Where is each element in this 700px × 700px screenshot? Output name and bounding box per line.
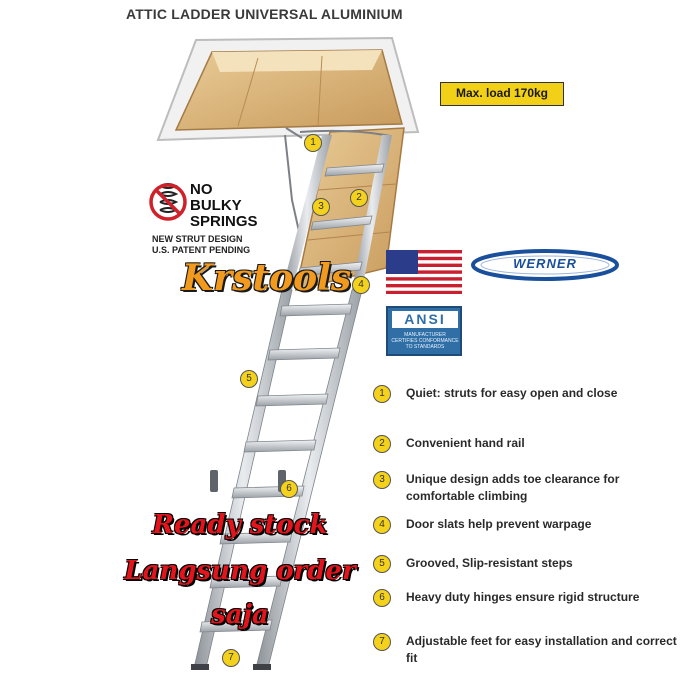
promo-line-3: saja <box>211 600 269 630</box>
promo-line-2: Langsung order <box>124 556 356 586</box>
legend-text: Quiet: struts for easy open and close <box>406 386 618 400</box>
ansi-badge <box>386 306 462 356</box>
nbs-sub2: U.S. PATENT PENDING <box>152 245 251 255</box>
callout-7: 7 <box>222 649 240 667</box>
callout-5: 5 <box>240 370 258 388</box>
legend-text: Grooved, Slip-resistant steps <box>406 556 573 570</box>
page-title: ATTIC LADDER UNIVERSAL ALUMINIUM <box>126 6 403 22</box>
legend-text: Convenient hand rail <box>406 436 525 450</box>
legend-badge: 1 <box>373 385 391 403</box>
ansi-title: ANSI <box>392 311 458 328</box>
callout-4: 4 <box>352 276 370 294</box>
nbs-line2: BULKY <box>190 197 242 214</box>
legend-badge: 6 <box>373 589 391 607</box>
legend-text: Door slats help prevent warpage <box>406 517 592 531</box>
krstools-watermark: Krstools <box>182 257 352 299</box>
werner-logo-text: WERNER <box>513 256 577 271</box>
callout-3: 3 <box>312 198 330 216</box>
callout-2: 2 <box>350 189 368 207</box>
ansi-subtitle: MANUFACTURER CERTIFIES CONFORMANCE TO STANDARDS <box>391 332 459 350</box>
nbs-sub1: NEW STRUT DESIGN <box>152 234 243 244</box>
legend-text: Unique design adds toe clearance for comfortable climbing <box>406 472 620 503</box>
max-load-badge: Max. load 170kg <box>440 82 564 106</box>
strut-design-note <box>152 234 292 256</box>
legend-badge: 4 <box>373 516 391 534</box>
nbs-line1: NO <box>190 181 213 198</box>
legend-text: Heavy duty hinges ensure rigid structure <box>406 590 640 604</box>
attic-frame <box>158 38 418 140</box>
legend-badge: 5 <box>373 555 391 573</box>
nbs-line3: SPRINGS <box>190 213 258 230</box>
legend-badge: 2 <box>373 435 391 453</box>
legend-text: Adjustable feet for easy installation and correct fit <box>406 634 677 665</box>
callout-6: 6 <box>280 480 298 498</box>
no-spring-icon <box>148 180 188 224</box>
legend-badge: 3 <box>373 471 391 489</box>
legend-badge: 7 <box>373 633 391 651</box>
usa-flag-icon <box>386 250 462 294</box>
promo-line-1: Ready stock <box>152 510 328 540</box>
no-bulky-springs-label <box>190 182 280 230</box>
callout-1: 1 <box>304 134 322 152</box>
